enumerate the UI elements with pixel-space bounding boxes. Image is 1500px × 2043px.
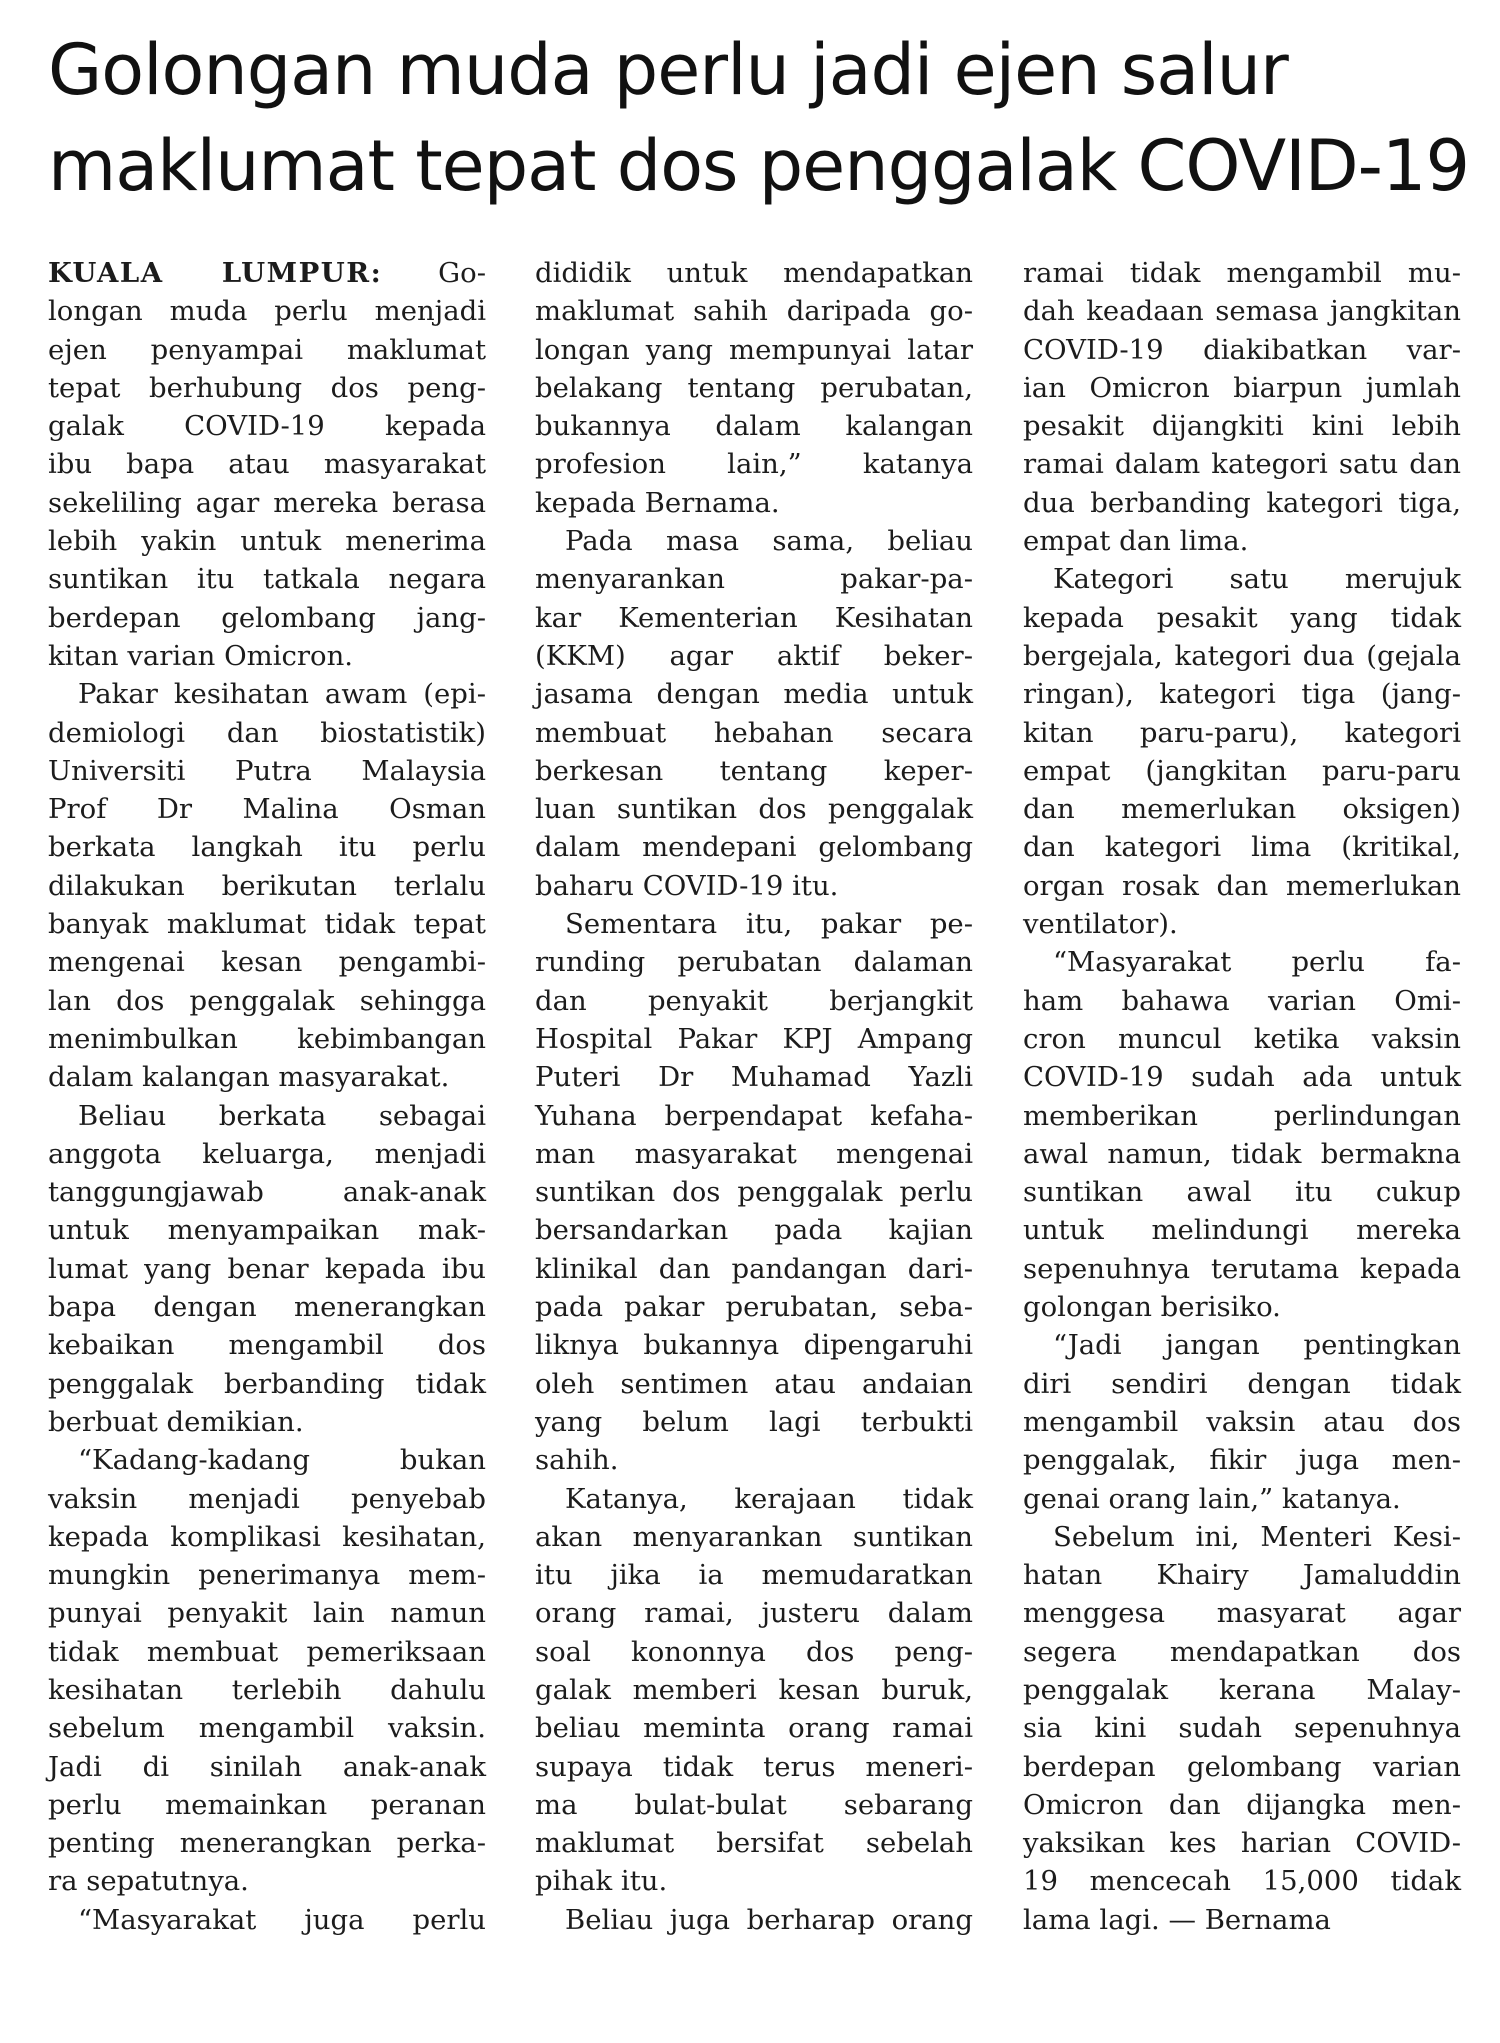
- article-line: [535, 292, 973, 330]
- article-line: [535, 1403, 973, 1441]
- article-line: [1023, 522, 1461, 560]
- article-line-text: baharu COVID-19 itu.: [535, 869, 839, 902]
- article-line: [1023, 1518, 1461, 1556]
- article-line: [48, 867, 486, 905]
- article-line: [1023, 484, 1461, 522]
- article-line: [535, 828, 973, 866]
- article-line-text: itu jika ia memudaratkan: [535, 1559, 973, 1592]
- article-line: [535, 1135, 973, 1173]
- article-line: [48, 675, 486, 713]
- article-line-text: empat (jangkitan paru-paru: [1023, 754, 1461, 787]
- article-line: [535, 1173, 973, 1211]
- article-line-text: yang belum lagi terbukti: [535, 1405, 973, 1438]
- article-line: [535, 1709, 973, 1747]
- article-line-text: perlu memainkan peranan: [48, 1788, 486, 1821]
- article-line: [48, 1058, 486, 1096]
- article-line-text: dalam kalangan masyarakat.: [48, 1061, 450, 1094]
- article-line-text: sebelum mengambil vaksin.: [48, 1712, 486, 1745]
- article-line-text: berdepan gelombang jang-: [48, 601, 486, 634]
- article-line: [48, 1326, 486, 1364]
- article-line: [1023, 292, 1461, 330]
- article-line-text: kitan varian Omicron.: [48, 639, 354, 672]
- article-line-text: untuk melindungi mereka: [1023, 1214, 1461, 1247]
- article-line: [535, 752, 973, 790]
- article-line-text: ra sepatutnya.: [48, 1865, 249, 1898]
- article-line-text: bersandarkan pada kajian: [535, 1214, 973, 1247]
- article-line: [535, 1441, 973, 1479]
- article-line-text: dan kategori lima (kritikal,: [1023, 831, 1461, 864]
- article-line: [1023, 1135, 1461, 1173]
- article-line-text: membuat hebahan secara: [535, 716, 973, 749]
- article-line-text: bergejala, kategori dua (gejala: [1023, 639, 1461, 672]
- article-line-text: oleh sentimen atau andaian: [535, 1367, 973, 1400]
- article-line: [535, 1748, 973, 1786]
- article-line: [535, 1326, 973, 1364]
- article-line: [1023, 1556, 1461, 1594]
- article-line-text: banyak maklumat tidak tepat: [48, 908, 486, 941]
- article-line-text: dilakukan berikutan terlalu: [48, 869, 486, 902]
- article-line-text: ian Omicron biarpun jumlah: [1023, 371, 1461, 404]
- article-line-text: dua berbanding kategori tiga,: [1023, 486, 1461, 519]
- article-line-text: galak memberi kesan buruk,: [535, 1673, 973, 1706]
- article-line: [535, 1058, 973, 1096]
- article-line-text: vaksin menjadi penyebab: [48, 1482, 486, 1515]
- article-line-text: beliau meminta orang ramai: [535, 1712, 973, 1745]
- article-line-text: Pada masa sama, beliau: [565, 525, 973, 558]
- article-line-text: Kategori satu merujuk: [1053, 563, 1461, 596]
- article-line-text: mungkin penerimanya mem-: [48, 1559, 486, 1592]
- article-line-text: profesion lain,” katanya: [535, 448, 973, 481]
- article-line-text: sia kini sudah sepenuhnya: [1023, 1712, 1461, 1745]
- article-line: [1023, 1901, 1461, 1939]
- article-line: [1023, 790, 1461, 828]
- article-line-text: supaya tidak terus meneri-: [535, 1750, 973, 1783]
- article-line-text: menggesa masyarat agar: [1023, 1597, 1461, 1630]
- article-line: [48, 1173, 486, 1211]
- article-line-text: Beliau juga berharap orang: [565, 1903, 973, 1936]
- article-line-text: pihak itu.: [535, 1865, 668, 1898]
- article-line: [1023, 1211, 1461, 1249]
- article-line: [535, 254, 973, 292]
- article-line-text: belakang tentang perubatan,: [535, 371, 973, 404]
- article-line-text: maklumat bersifat sebelah: [535, 1827, 973, 1860]
- article-line-text: mengambil vaksin atau dos: [1023, 1405, 1461, 1438]
- article-line-text: “Jadi jangan pentingkan: [1053, 1329, 1461, 1362]
- article-line-text: ejen penyampai maklumat: [48, 333, 486, 366]
- article-line-text: menimbulkan kebimbangan: [48, 1022, 486, 1055]
- article-line-text: empat dan lima.: [1023, 525, 1249, 558]
- article-line-text: Go-: [438, 257, 486, 289]
- article-line: [48, 1594, 486, 1632]
- article-line: [535, 369, 973, 407]
- article-line: [535, 599, 973, 637]
- article-line-text: jasama dengan media untuk: [535, 678, 973, 711]
- article-line: [1023, 1594, 1461, 1632]
- article-line-text: suntikan awal itu cukup: [1023, 1176, 1461, 1209]
- article-line: [1023, 599, 1461, 637]
- article-line: [535, 675, 973, 713]
- article-line: [48, 560, 486, 598]
- article-line-text: ventilator).: [1023, 908, 1178, 941]
- article-line: [1023, 1326, 1461, 1364]
- article-line-text: ibu bapa atau masyarakat: [48, 448, 486, 481]
- article-line-text: luan suntikan dos penggalak: [535, 793, 973, 826]
- article-line: [1023, 1365, 1461, 1403]
- article-line: [48, 982, 486, 1020]
- article-line-text: dah keadaan semasa jangkitan: [1023, 295, 1461, 328]
- article-line-text: mengenai kesan pengambi-: [48, 946, 486, 979]
- article-line: [48, 1824, 486, 1862]
- article-line: [48, 1365, 486, 1403]
- article-line-text: berkata langkah itu perlu: [48, 831, 486, 864]
- article-line-text: Universiti Putra Malaysia: [48, 754, 486, 787]
- article-column-3: [1023, 254, 1461, 1939]
- article-line-text: akan menyarankan suntikan: [535, 1520, 973, 1553]
- article-line: [48, 407, 486, 445]
- article-line-text: Omicron dan dijangka men-: [1023, 1788, 1461, 1821]
- article-line-text: kepada Bernama.: [535, 486, 780, 519]
- article-line: [48, 1250, 486, 1288]
- article-line-text: longan yang mempunyai latar: [535, 333, 973, 366]
- article-line-text: suntikan itu tatkala negara: [48, 563, 486, 596]
- article-line-text: lan dos penggalak sehingga: [48, 984, 486, 1017]
- article-line: [48, 1671, 486, 1709]
- article-line: [1023, 905, 1461, 943]
- article-line: [48, 369, 486, 407]
- article-line: [1023, 752, 1461, 790]
- article-line-text: golongan berisiko.: [1023, 1291, 1281, 1324]
- article-line-text: 19 mencecah 15,000 tidak: [1023, 1865, 1461, 1898]
- article-line-text: Prof Dr Malina Osman: [48, 793, 486, 826]
- article-line-text: sahih.: [535, 1444, 619, 1477]
- article-line: [48, 1135, 486, 1173]
- article-line-text: lumat yang benar kepada ibu: [48, 1252, 486, 1285]
- article-line: [48, 1020, 486, 1058]
- article-line: [535, 867, 973, 905]
- article-line: [1023, 1441, 1461, 1479]
- article-line: [1023, 1173, 1461, 1211]
- article-line-text: berkesan tentang keper-: [535, 754, 973, 787]
- article-line-text: sepenuhnya terutama kepada: [1023, 1252, 1461, 1285]
- article-line-text: kar Kementerian Kesihatan: [535, 601, 973, 634]
- article-line-text: ramai tidak mengambil mu-: [1023, 257, 1461, 289]
- article-line-text: untuk menyampaikan mak-: [48, 1214, 486, 1247]
- article-line: [535, 1633, 973, 1671]
- article-line-text: COVID-19 diakibatkan var-: [1023, 333, 1461, 366]
- article-line: [535, 637, 973, 675]
- article-line-text: suntikan dos penggalak perlu: [535, 1176, 973, 1209]
- article-line: [535, 1480, 973, 1518]
- article-line: [1023, 1097, 1461, 1135]
- article-line-text: demiologi dan biostatistik): [48, 716, 486, 749]
- article-line-text: “Masyarakat juga perlu: [78, 1903, 486, 1936]
- article-line-text: dalam mendepani gelombang: [535, 831, 973, 864]
- article-line-text: soal kononnya dos peng-: [535, 1635, 973, 1668]
- article-line: [48, 637, 486, 675]
- headline-line-1: Golongan muda perlu jadi ejen salur: [48, 29, 1288, 111]
- article-line: [48, 1518, 486, 1556]
- article-line: [1023, 1058, 1461, 1096]
- article-line-text: yaksikan kes harian COVID-: [1023, 1827, 1461, 1860]
- article-line-text: man masyarakat mengenai: [535, 1137, 973, 1170]
- article-line: [535, 943, 973, 981]
- article-line-text: (KKM) agar aktif beker-: [535, 639, 973, 672]
- article-line-text: organ rosak dan memerlukan: [1023, 869, 1461, 902]
- article-line: [1023, 445, 1461, 483]
- article-line-text: Beliau berkata sebagai: [78, 1099, 486, 1132]
- article-line-text: kepada komplikasi kesihatan,: [48, 1520, 486, 1553]
- article-line: [48, 905, 486, 943]
- article-line: [48, 1862, 486, 1900]
- article-column-1: [48, 254, 486, 1939]
- article-line-text: sekeliling agar mereka berasa: [48, 486, 486, 519]
- article-line-text: galak COVID-19 kepada: [48, 410, 486, 443]
- article-line: [48, 484, 486, 522]
- article-line-text: Jadi di sinilah anak-anak: [48, 1750, 486, 1783]
- article-line: [535, 1211, 973, 1249]
- article-line: [535, 982, 973, 1020]
- article-line-text: diri sendiri dengan tidak: [1023, 1367, 1461, 1400]
- headline: [48, 22, 1468, 214]
- article-line: [535, 407, 973, 445]
- article-line: [1023, 982, 1461, 1020]
- article-line: [48, 1403, 486, 1441]
- article-line-text: bukannya dalam kalangan: [535, 410, 973, 443]
- article-line-text: penggalak berbanding tidak: [48, 1367, 486, 1400]
- article-line-text: Sebelum ini, Menteri Kesi-: [1053, 1520, 1461, 1553]
- article-line-text: segera mendapatkan dos: [1023, 1635, 1461, 1668]
- article-line: [48, 1480, 486, 1518]
- article-line: [1023, 1633, 1461, 1671]
- article-line: [48, 1901, 486, 1939]
- article-line: [1023, 943, 1461, 981]
- article-line-text: penting menerangkan perka-: [48, 1827, 486, 1860]
- article-line-text: kitan paru-paru), kategori: [1023, 716, 1461, 749]
- article-line-text: penggalak, fikir juga men-: [1023, 1444, 1461, 1477]
- article-line-text: memberikan perlindungan: [1023, 1099, 1461, 1132]
- article-line-text: tanggungjawab anak-anak: [48, 1176, 486, 1209]
- article-line-text: awal namun, tidak bermakna: [1023, 1137, 1461, 1170]
- article-line-text: pada pakar perubatan, seba-: [535, 1291, 973, 1324]
- article-line: [48, 943, 486, 981]
- article-line-text: punyai penyakit lain namun: [48, 1597, 486, 1630]
- article-line-text: “Masyarakat perlu fa-: [1053, 946, 1461, 979]
- article-line: [1023, 1862, 1461, 1900]
- article-line: [535, 1824, 973, 1862]
- article-line: [48, 790, 486, 828]
- article-line: [1023, 407, 1461, 445]
- article-line: [1023, 560, 1461, 598]
- article-line: [48, 1556, 486, 1594]
- article-line: [48, 1786, 486, 1824]
- article-line: [1023, 1824, 1461, 1862]
- article-line: [535, 1594, 973, 1632]
- article-line: [535, 1862, 973, 1900]
- article-line: [48, 599, 486, 637]
- article-line-text: dan memerlukan oksigen): [1023, 793, 1461, 826]
- article-line-text: ma bulat-bulat sebarang: [535, 1788, 973, 1821]
- article-line-text: hatan Khairy Jamaluddin: [1023, 1559, 1461, 1592]
- article-line: [535, 714, 973, 752]
- article-line: [1023, 1671, 1461, 1709]
- article-line-text: penggalak kerana Malay-: [1023, 1673, 1461, 1706]
- article-line: [48, 292, 486, 330]
- article-line: [48, 1288, 486, 1326]
- article-line: [1023, 1480, 1461, 1518]
- article-line: [48, 1709, 486, 1747]
- article-line: [48, 331, 486, 369]
- article-line: [48, 445, 486, 483]
- article-line-text: runding perubatan dalaman: [535, 946, 973, 979]
- article-line-text: longan muda perlu menjadi: [48, 295, 486, 328]
- article-line-text: cron muncul ketika vaksin: [1023, 1022, 1461, 1055]
- article-line: [48, 828, 486, 866]
- article-line: [535, 331, 973, 369]
- article-line: [1023, 1288, 1461, 1326]
- article-line-text: kepada pesakit yang tidak: [1023, 601, 1461, 634]
- article-line: [1023, 1403, 1461, 1441]
- article-line: [1023, 1250, 1461, 1288]
- article-line: [535, 1365, 973, 1403]
- article-line: [1023, 637, 1461, 675]
- article-line: [1023, 675, 1461, 713]
- article-line-text: ringan), kategori tiga (jang-: [1023, 678, 1461, 711]
- article-line-text: bapa dengan menerangkan: [48, 1291, 486, 1324]
- article-line-text: kebaikan mengambil dos: [48, 1329, 486, 1362]
- article-line-text: Sementara itu, pakar pe-: [565, 908, 973, 941]
- article-line: [535, 560, 973, 598]
- article-line: [535, 1671, 973, 1709]
- article-line: [1023, 1020, 1461, 1058]
- article-line: [535, 1288, 973, 1326]
- article-line-text: orang ramai, justeru dalam: [535, 1597, 973, 1630]
- article-line: [1023, 254, 1461, 292]
- article-line: [535, 1901, 973, 1939]
- article-line-text: maklumat sahih daripada go-: [535, 295, 973, 328]
- article-line-text: lama lagi. — Bernama: [1023, 1903, 1331, 1936]
- article-line-text: ham bahawa varian Omi-: [1023, 984, 1461, 1017]
- article-line: [535, 905, 973, 943]
- article-line-text: dididik untuk mendapatkan: [535, 257, 973, 289]
- article-line: [535, 1518, 973, 1556]
- article-line: [1023, 1709, 1461, 1747]
- article-line: [1023, 1748, 1461, 1786]
- article-line-text: Katanya, kerajaan tidak: [565, 1482, 973, 1515]
- article-line: [535, 1250, 973, 1288]
- article-line-text: Yuhana berpendapat kefaha-: [535, 1099, 973, 1132]
- article-line: [535, 484, 973, 522]
- article-line: [48, 1097, 486, 1135]
- article-line: [535, 790, 973, 828]
- article-line-text: anggota keluarga, menjadi: [48, 1137, 486, 1170]
- article-line-text: dan penyakit berjangkit: [535, 984, 973, 1017]
- dateline: KUALA LUMPUR:: [48, 257, 383, 289]
- article-line: [1023, 828, 1461, 866]
- article-line: [535, 1020, 973, 1058]
- article-line-text: berbuat demikian.: [48, 1405, 304, 1438]
- article-line: [48, 714, 486, 752]
- article-line: [48, 254, 486, 292]
- article-line: [535, 1556, 973, 1594]
- article-line-text: pesakit dijangkiti kini lebih: [1023, 410, 1461, 443]
- article-line-text: menyarankan pakar-pa-: [535, 563, 973, 596]
- article-line: [48, 1441, 486, 1479]
- article-line-text: liknya bukannya dipengaruhi: [535, 1329, 973, 1362]
- article-line-text: ramai dalam kategori satu dan: [1023, 448, 1461, 481]
- article-line: [1023, 369, 1461, 407]
- article-line-text: berdepan gelombang varian: [1023, 1750, 1461, 1783]
- article-line-text: klinikal dan pandangan dari-: [535, 1252, 973, 1285]
- article-line: [1023, 867, 1461, 905]
- article-line: [535, 522, 973, 560]
- article-line: [48, 752, 486, 790]
- headline-line-2: maklumat tepat dos penggalak COVID-19: [48, 125, 1470, 207]
- article-line-text: Puteri Dr Muhamad Yazli: [535, 1061, 973, 1094]
- article-line: [1023, 714, 1461, 752]
- article-line: [535, 1786, 973, 1824]
- article-line-text: COVID-19 sudah ada untuk: [1023, 1061, 1461, 1094]
- article-line-text: Pakar kesihatan awam (epi-: [78, 678, 486, 711]
- article-line-text: tidak membuat pemeriksaan: [48, 1635, 486, 1668]
- article-line: [48, 1211, 486, 1249]
- article-column-2: [535, 254, 973, 1939]
- article-line-text: lebih yakin untuk menerima: [48, 525, 486, 558]
- article-line: [535, 1097, 973, 1135]
- article-line-text: “Kadang-kadang bukan: [78, 1444, 486, 1477]
- article-line: [48, 522, 486, 560]
- article-line: [48, 1748, 486, 1786]
- article-line-text: tepat berhubung dos peng-: [48, 371, 486, 404]
- article-line: [535, 445, 973, 483]
- article-line: [48, 1633, 486, 1671]
- article-line-text: kesihatan terlebih dahulu: [48, 1673, 486, 1706]
- article-line-text: Hospital Pakar KPJ Ampang: [535, 1022, 973, 1055]
- article-line: [1023, 1786, 1461, 1824]
- article-line: [1023, 331, 1461, 369]
- article-line-text: genai orang lain,” katanya.: [1023, 1482, 1401, 1515]
